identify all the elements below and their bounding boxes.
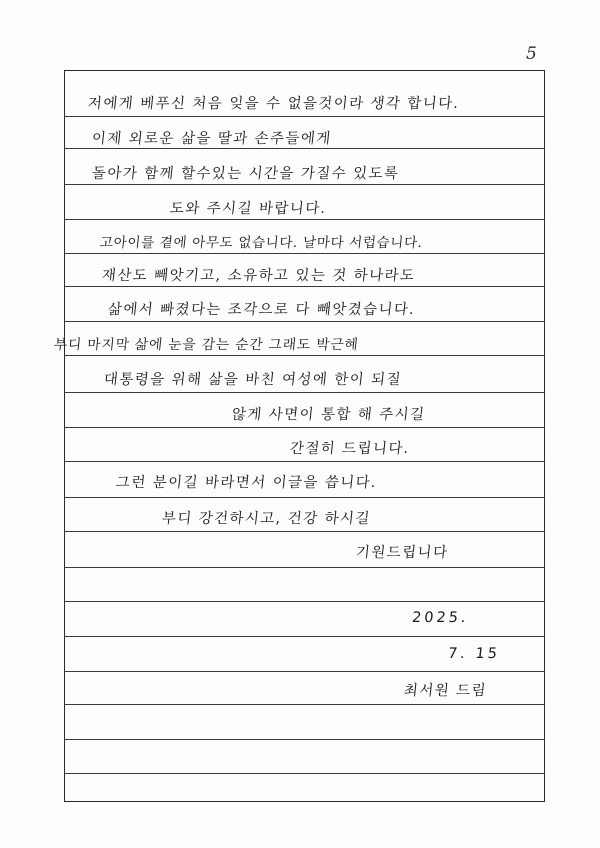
letter-line: 고아이를 곁에 아무도 없습니다. 날마다 서럽습니다. [98,235,424,251]
letter-signature: 최서원 드림 [403,683,488,699]
letter-line: 않게 사면이 통합 해 주시길 [231,407,427,423]
ruled-line [64,461,545,462]
letter-line: 삶에서 빠졌다는 조각으로 다 빼앗겼습니다. [107,302,417,318]
ruled-line [64,567,545,568]
letter-line: 부디 강건하시고, 건강 하시길 [161,511,372,527]
ruled-line [64,253,545,254]
letter-line: 대통령을 위해 삶을 바친 여성에 한이 되질 [103,372,403,388]
ruled-line [64,427,545,428]
ruled-line [64,773,545,774]
letter-line: 돌아가 함께 할수있는 시간을 가질수 있도록 [91,166,401,182]
ruled-line [64,704,545,705]
ruled-line [64,739,545,740]
page-number: 5 [526,44,537,64]
ruled-line [64,392,545,393]
letter-line: 도와 주시길 바랍니다. [169,201,328,217]
ruled-line [64,184,545,185]
ruled-line [64,636,545,637]
letter-line: 기원드립니다 [355,545,450,561]
letter-line: 그런 분이길 바라면서 이글을 씁니다. [115,475,378,491]
ruled-line [64,321,545,322]
letter-line: 재산도 빼앗기고, 소유하고 있는 것 하나라도 [101,268,417,284]
letter-line: 부디 마지막 삶에 눈을 감는 순간 그래도 박근혜 [52,337,360,353]
ruled-line [64,116,545,117]
letter-line: 간절히 드립니다. [289,441,411,457]
letter-date-year: 2025. [411,610,470,626]
ruled-line [64,497,545,498]
ruled-line [64,601,545,602]
letter-date-month-day: 7. 15 [447,646,501,662]
ruled-line [64,219,545,220]
letter-line: 이제 외로운 삶을 딸과 손주들에게 [91,131,333,147]
ruled-line [64,671,545,672]
ruled-line [64,355,545,356]
letter-line: 저에게 베푸신 처음 잊을 수 없을것이라 생각 합니다. [87,96,461,112]
ruled-line [64,148,545,149]
ruled-line [64,531,545,532]
ruled-line [64,286,545,287]
